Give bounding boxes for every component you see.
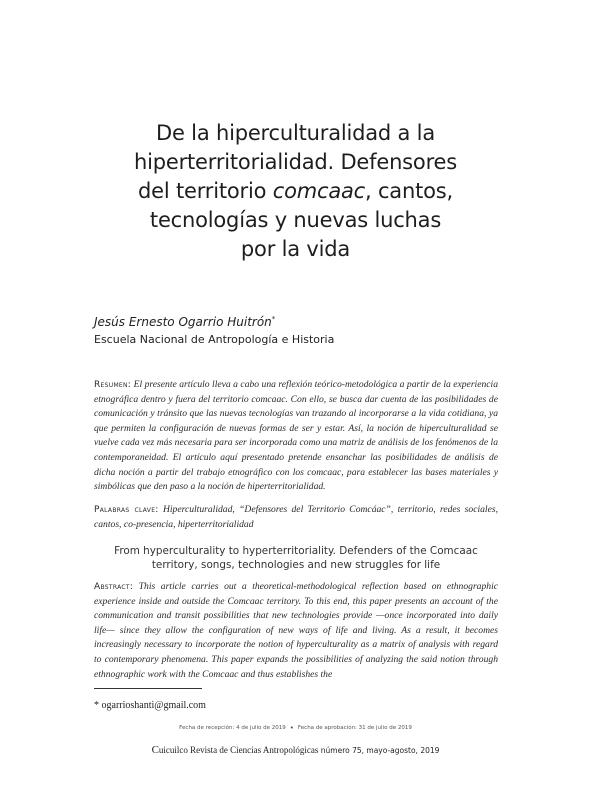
abstract-text: This article carries out a theoretical-methodological reflection based on ethnographic experience inside and outside the Comcaac territory. To this end, this paper presents an account of the communication and transit possibilities that new technologies provide —once incorporated into daily life— since they allow the configuration of new ways of life and living. As a result, it becomes increasingly necessary to incorporate the notion of hyperculturality as a matrix of analysis with regard to contemporary phenomena. This paper expands the possibilities of analyzing the said notion through ethnographic work with the Comcaac and thus establishes the	[94, 581, 498, 680]
author-name-text: Jesús Ernesto Ogarrio Huitrón	[94, 315, 272, 329]
resumen-label: Resumen:	[94, 380, 132, 390]
title-line: De la hiperculturalidad a la	[156, 121, 435, 145]
article-title	[90, 119, 501, 264]
approved-date: Fecha de aprobación: 31 de julio de 2019	[297, 725, 412, 731]
title-line: tecnologías y nuevas luchas	[149, 208, 442, 232]
title-line: por la vida	[240, 237, 351, 261]
keywords-text: Hiperculturalidad, “Defensores del Territorio Comcáac”, territorio, redes sociales, cantos, co-presencia, hiperterritorialidad	[94, 504, 498, 530]
author-affiliation: Escuela Nacional de Antropología e Historia	[94, 333, 335, 346]
author-name	[94, 315, 275, 329]
english-title-line: From hyperculturality to hyperterritoriality. Defenders of the Comcaac	[114, 545, 478, 557]
title-italic-term: comcaac	[272, 179, 366, 203]
date-separator: •	[289, 724, 294, 732]
english-title-line: territory, songs, technologies and new struggles for life	[151, 558, 441, 571]
footnote-rule	[94, 688, 202, 689]
keywords-label: Palabras clave:	[94, 505, 159, 515]
footnote-email: * ogarrioshanti@gmail.com	[94, 700, 206, 711]
journal-footer	[0, 744, 591, 756]
title-fragment: del territorio	[138, 179, 273, 203]
journal-initial: C	[151, 744, 159, 756]
title-line	[90, 177, 501, 206]
submission-dates	[0, 724, 591, 732]
resumen-paragraph	[94, 378, 498, 495]
abstract-label: Abstract:	[94, 582, 134, 592]
title-fragment: , cantos,	[365, 179, 453, 203]
resumen-text: El presente artículo lleva a cabo una reflexión teórico-metodológica a partir de la experiencia etnográfica dentro y fuera del territorio comcaac. Con ello, se busca dar cuenta de las posibilidades de comunicación y tránsito que las nuevas tecnologías van trazando al incorporarse a la vida cotidiana, ya que permiten la configuración de nuevas formas de ser y estar. Así, la noción de hiperculturalidad se vuelve cada vez más necesaria para ser incorporada como una matriz de análisis de los fenómenos de la contemporaneidad. El artículo aquí presentado pretende ensanchar las posibilidades de análisis de dicha noción a partir del trabajo etnográfico con los comcaac, para establecer las bases materiales y simbólicas que den paso a la noción de hiperterritorialidad.	[94, 379, 498, 493]
abstract-paragraph	[94, 580, 498, 682]
journal-name: uicuilco Revista de Ciencias Antropológicas	[158, 745, 319, 755]
keywords-paragraph	[94, 503, 498, 532]
journal-issue: número 75, mayo-agosto, 2019	[318, 746, 440, 755]
title-line: hiperterritorialidad. Defensores	[133, 150, 458, 174]
received-date: Fecha de recepción: 4 de julio de 2019	[179, 725, 286, 731]
english-title	[94, 545, 498, 572]
footnote-marker: *	[271, 315, 276, 323]
